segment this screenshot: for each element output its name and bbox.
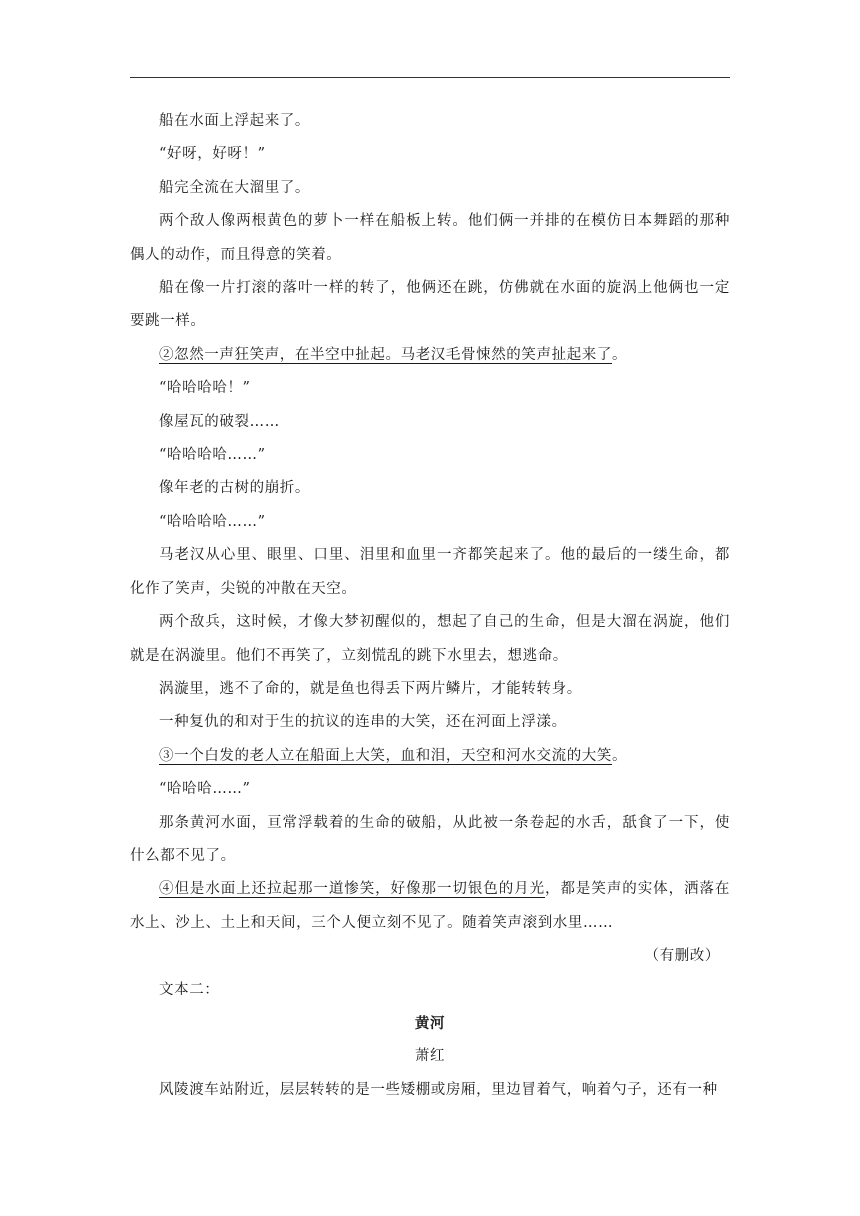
paragraph (130, 873, 730, 940)
sentence-tail: 。 (612, 346, 628, 363)
paragraph: 两个敌兵，这时候，才像大梦初醒似的，想起了自己的生命，但是大溜在涡旋，他们就是在涡漩里。他们不再笑了，立刻慌乱的跳下水里去，想逃命。 (130, 614, 730, 664)
paragraph (130, 339, 730, 372)
paragraph: 船在水面上浮起来了。 (159, 113, 310, 129)
paragraph: 船在像一片打滚的落叶一样的转了，他俩还在跳，仿佛就在水面的旋涡上他俩也一定要跳一样。 (130, 280, 730, 330)
excerpt-paragraphs (130, 105, 730, 940)
underlined-sentence: ②忽然一声狂笑声，在半空中扯起。马老汉毛骨悚然的笑声扯起来了 (159, 346, 612, 363)
paragraph: 像年老的古树的崩折。 (159, 480, 310, 497)
paragraph: 两个敌人像两根黄色的萝卜一样在船板上转。他们俩一并排的在模仿日本舞蹈的那种偶人的动作，而且得意的笑着。 (130, 213, 730, 263)
paragraph: 那条黄河水面，亘常浮载着的生命的破船，从此被一条卷起的水舌，舐食了一下，使什么都不见了。 (130, 814, 730, 864)
header-rule (130, 77, 730, 78)
paragraph: 风陵渡车站附近，层层转转的是一些矮棚或房厢，里边冒着气，响着勺子，还有一种 (159, 1081, 718, 1098)
paragraph: 一种复仇的和对于生的抗议的连串的大笑，还在河面上浮漾。 (159, 714, 567, 731)
sentence-tail: ，都是笑声的实体，洒落在水上、沙上、土上和天间，三个人便立刻不见了。随着笑声滚到水里…… (130, 881, 731, 931)
paragraph: “哈哈哈哈……” (159, 513, 266, 530)
paragraph: 马老汉从心里、眼里、口里、泪里和血里一齐都笑起来了。他的最后的一缕生命，都化作了笑声，尖锐的冲散在天空。 (130, 547, 730, 597)
underlined-sentence: ③一个白发的老人立在船面上大笑，血和泪，天空和河水交流的大笑 (159, 747, 612, 764)
paragraph (130, 740, 730, 773)
edit-note: （有删改） (644, 948, 720, 965)
paragraph: 船完全流在大溜里了。 (159, 179, 310, 196)
section-label: 文本二： (159, 981, 220, 998)
paragraph: 涡漩里，逃不了命的，就是鱼也得丢下两片鳞片，才能转转身。 (159, 680, 582, 697)
paragraph: “哈哈哈哈！” (159, 380, 251, 397)
text-author: 萧红 (414, 1048, 446, 1065)
paragraph: 像屋瓦的破裂…… (159, 413, 280, 430)
paragraph: “哈哈哈哈……” (159, 447, 266, 464)
text-title: 黄河 (414, 1014, 446, 1032)
sentence-tail: 。 (612, 747, 628, 764)
paragraph: “哈哈哈……” (159, 781, 251, 798)
document-body (130, 105, 730, 1107)
paragraph: “好呀，好呀！” (159, 146, 266, 163)
underlined-sentence: ④但是水面上还拉起那一道惨笑，好像那一切银色的月光 (159, 881, 546, 898)
